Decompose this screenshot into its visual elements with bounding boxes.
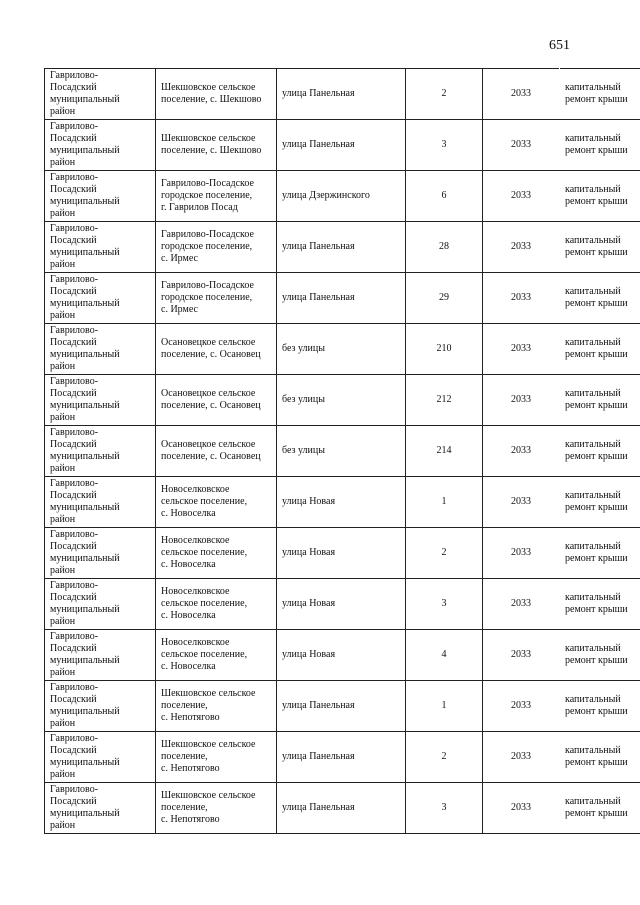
house-number-cell [406, 69, 483, 120]
work-type-text: капитальный ремонт крыши [565, 184, 628, 207]
house-number-text: 6 [441, 190, 447, 201]
street-cell [277, 732, 406, 783]
work-type-text: капитальный ремонт крыши [565, 643, 628, 666]
year-cell [483, 426, 560, 477]
year-cell [483, 69, 560, 120]
table-row [45, 732, 640, 783]
settlement-text: Осановецкое сельское поселение, с. Осановец [161, 388, 261, 411]
year-text: 2033 [511, 751, 531, 762]
settlement-text: Новоселковское сельское поселение, с. Новоселка [161, 535, 248, 570]
district-text: Гаврилово- Посадский муниципальный район [50, 733, 120, 780]
street-text: улица Панельная [282, 700, 355, 711]
street-cell [277, 579, 406, 630]
work-type-text: капитальный ремонт крыши [565, 133, 628, 156]
page-number: 651 [549, 38, 570, 53]
district-cell [45, 579, 156, 630]
house-number-text: 2 [441, 751, 447, 762]
district-text: Гаврилово- Посадский муниципальный район [50, 121, 120, 168]
year-cell [483, 273, 560, 324]
settlement-cell [156, 528, 277, 579]
work-type-cell [560, 732, 640, 783]
year-cell [483, 324, 560, 375]
house-number-cell [406, 732, 483, 783]
district-cell [45, 477, 156, 528]
work-type-cell [560, 579, 640, 630]
year-text: 2033 [511, 547, 531, 558]
house-number-text: 1 [441, 700, 447, 711]
work-type-text: капитальный ремонт крыши [565, 337, 628, 360]
year-cell [483, 630, 560, 681]
street-cell [277, 171, 406, 222]
street-cell [277, 783, 406, 834]
work-type-text: капитальный ремонт крыши [565, 745, 628, 768]
street-cell [277, 477, 406, 528]
table-row [45, 222, 640, 273]
work-type-cell [560, 477, 640, 528]
settlement-cell [156, 681, 277, 732]
district-cell [45, 681, 156, 732]
settlement-text: Шекшовское сельское поселение, с. Непотягово [161, 739, 256, 774]
street-text: без улицы [282, 394, 325, 405]
settlement-cell [156, 579, 277, 630]
settlement-cell [156, 426, 277, 477]
year-cell [483, 528, 560, 579]
year-cell [483, 477, 560, 528]
street-text: улица Новая [282, 649, 336, 660]
table-row [45, 477, 640, 528]
house-number-text: 3 [441, 802, 447, 813]
street-text: улица Панельная [282, 241, 355, 252]
settlement-text: Шекшовское сельское поселение, с. Непотягово [161, 790, 256, 825]
year-text: 2033 [511, 496, 531, 507]
district-cell [45, 630, 156, 681]
house-number-cell [406, 426, 483, 477]
house-number-cell [406, 630, 483, 681]
district-text: Гаврилово- Посадский муниципальный район [50, 274, 120, 321]
work-type-cell [560, 171, 640, 222]
street-text: улица Новая [282, 598, 336, 609]
work-type-cell [560, 375, 640, 426]
street-cell [277, 120, 406, 171]
district-text: Гаврилово- Посадский муниципальный район [50, 325, 120, 372]
table-row [45, 783, 640, 834]
work-type-cell [560, 273, 640, 324]
work-type-text: капитальный ремонт крыши [565, 235, 628, 258]
settlement-cell [156, 732, 277, 783]
street-cell [277, 630, 406, 681]
district-text: Гаврилово- Посадский муниципальный район [50, 784, 120, 831]
house-number-text: 3 [441, 139, 447, 150]
street-text: улица Панельная [282, 292, 355, 303]
table-row [45, 681, 640, 732]
settlement-text: Гаврилово-Посадское городское поселение, с. Ирмес [161, 280, 254, 315]
work-type-cell [560, 630, 640, 681]
year-text: 2033 [511, 88, 531, 99]
work-type-cell [560, 222, 640, 273]
settlement-text: Новоселковское сельское поселение, с. Новоселка [161, 484, 248, 519]
table-row [45, 426, 640, 477]
year-text: 2033 [511, 292, 531, 303]
district-cell [45, 171, 156, 222]
street-text: улица Панельная [282, 139, 355, 150]
house-number-cell [406, 579, 483, 630]
work-type-text: капитальный ремонт крыши [565, 541, 628, 564]
year-cell [483, 222, 560, 273]
work-type-text: капитальный ремонт крыши [565, 388, 628, 411]
district-text: Гаврилово- Посадский муниципальный район [50, 427, 120, 474]
district-text: Гаврилово- Посадский муниципальный район [50, 631, 120, 678]
house-number-cell [406, 375, 483, 426]
street-cell [277, 681, 406, 732]
street-cell [277, 528, 406, 579]
settlement-cell [156, 69, 277, 120]
settlement-cell [156, 120, 277, 171]
street-cell [277, 375, 406, 426]
settlement-cell [156, 477, 277, 528]
year-text: 2033 [511, 700, 531, 711]
house-number-cell [406, 171, 483, 222]
settlement-text: Новоселковское сельское поселение, с. Новоселка [161, 637, 248, 672]
house-number-text: 4 [441, 649, 447, 660]
house-number-cell [406, 681, 483, 732]
settlement-cell [156, 324, 277, 375]
settlement-cell [156, 171, 277, 222]
year-cell [483, 681, 560, 732]
house-number-text: 3 [441, 598, 447, 609]
street-text: улица Новая [282, 547, 336, 558]
settlement-cell [156, 783, 277, 834]
year-cell [483, 120, 560, 171]
year-text: 2033 [511, 190, 531, 201]
house-number-text: 29 [439, 292, 449, 303]
work-type-text: капитальный ремонт крыши [565, 694, 628, 717]
work-type-cell [560, 681, 640, 732]
house-number-cell [406, 120, 483, 171]
house-number-text: 212 [436, 394, 452, 405]
district-cell [45, 222, 156, 273]
district-cell [45, 324, 156, 375]
district-cell [45, 69, 156, 120]
street-text: улица Панельная [282, 802, 355, 813]
house-number-text: 2 [441, 547, 447, 558]
street-text: без улицы [282, 343, 325, 354]
settlement-text: Осановецкое сельское поселение, с. Осановец [161, 337, 261, 360]
house-number-cell [406, 324, 483, 375]
table-row [45, 120, 640, 171]
district-text: Гаврилово- Посадский муниципальный район [50, 223, 120, 270]
settlement-cell [156, 222, 277, 273]
work-type-text: капитальный ремонт крыши [565, 796, 628, 819]
district-text: Гаврилово- Посадский муниципальный район [50, 478, 120, 525]
street-cell [277, 69, 406, 120]
year-text: 2033 [511, 445, 531, 456]
street-cell [277, 426, 406, 477]
year-cell [483, 375, 560, 426]
year-text: 2033 [511, 394, 531, 405]
settlement-text: Шекшовское сельское поселение, с. Шекшово [161, 133, 262, 156]
district-text: Гаврилово- Посадский муниципальный район [50, 682, 120, 729]
settlement-text: Новоселковское сельское поселение, с. Новоселка [161, 586, 248, 621]
district-cell [45, 426, 156, 477]
house-number-cell [406, 273, 483, 324]
house-number-cell [406, 222, 483, 273]
district-text: Гаврилово- Посадский муниципальный район [50, 172, 120, 219]
street-text: улица Дзержинского [282, 190, 370, 201]
district-text: Гаврилово- Посадский муниципальный район [50, 529, 120, 576]
year-text: 2033 [511, 802, 531, 813]
table-row [45, 375, 640, 426]
district-cell [45, 273, 156, 324]
district-cell [45, 732, 156, 783]
work-type-text: капитальный ремонт крыши [565, 439, 628, 462]
street-cell [277, 222, 406, 273]
settlement-text: Осановецкое сельское поселение, с. Осановец [161, 439, 261, 462]
work-type-cell [560, 120, 640, 171]
year-text: 2033 [511, 241, 531, 252]
work-type-text: капитальный ремонт крыши [565, 286, 628, 309]
street-text: без улицы [282, 445, 325, 456]
district-cell [45, 783, 156, 834]
year-text: 2033 [511, 598, 531, 609]
settlement-cell [156, 273, 277, 324]
table-row [45, 171, 640, 222]
year-cell [483, 732, 560, 783]
work-type-cell [560, 528, 640, 579]
settlement-cell [156, 630, 277, 681]
settlement-text: Шекшовское сельское поселение, с. Непотягово [161, 688, 256, 723]
house-number-text: 1 [441, 496, 447, 507]
work-type-text: капитальный ремонт крыши [565, 490, 628, 513]
year-text: 2033 [511, 343, 531, 354]
year-text: 2033 [511, 649, 531, 660]
repair-schedule-table [44, 68, 640, 834]
work-type-text: капитальный ремонт крыши [565, 82, 628, 105]
table-row [45, 528, 640, 579]
district-text: Гаврилово- Посадский муниципальный район [50, 580, 120, 627]
year-cell [483, 579, 560, 630]
table-body [45, 69, 640, 834]
district-text: Гаврилово- Посадский муниципальный район [50, 70, 120, 117]
street-cell [277, 273, 406, 324]
table-row [45, 69, 640, 120]
street-text: улица Панельная [282, 88, 355, 99]
work-type-cell [560, 426, 640, 477]
table-row [45, 324, 640, 375]
year-cell [483, 171, 560, 222]
street-text: улица Новая [282, 496, 336, 507]
street-text: улица Панельная [282, 751, 355, 762]
settlement-cell [156, 375, 277, 426]
settlement-text: Гаврилово-Посадское городское поселение, с. Ирмес [161, 229, 254, 264]
work-type-cell [560, 783, 640, 834]
house-number-cell [406, 477, 483, 528]
house-number-cell [406, 528, 483, 579]
district-cell [45, 528, 156, 579]
settlement-text: Гаврилово-Посадское городское поселение, г. Гаврилов Посад [161, 178, 254, 213]
house-number-text: 2 [441, 88, 447, 99]
year-text: 2033 [511, 139, 531, 150]
work-type-text: капитальный ремонт крыши [565, 592, 628, 615]
house-number-text: 214 [436, 445, 452, 456]
house-number-cell [406, 783, 483, 834]
house-number-text: 210 [436, 343, 452, 354]
street-cell [277, 324, 406, 375]
work-type-cell [560, 324, 640, 375]
table-row [45, 630, 640, 681]
table-row [45, 273, 640, 324]
district-text: Гаврилово- Посадский муниципальный район [50, 376, 120, 423]
settlement-text: Шекшовское сельское поселение, с. Шекшово [161, 82, 262, 105]
year-cell [483, 783, 560, 834]
district-cell [45, 120, 156, 171]
district-cell [45, 375, 156, 426]
table-row [45, 579, 640, 630]
house-number-text: 28 [439, 241, 449, 252]
work-type-cell [560, 69, 640, 120]
